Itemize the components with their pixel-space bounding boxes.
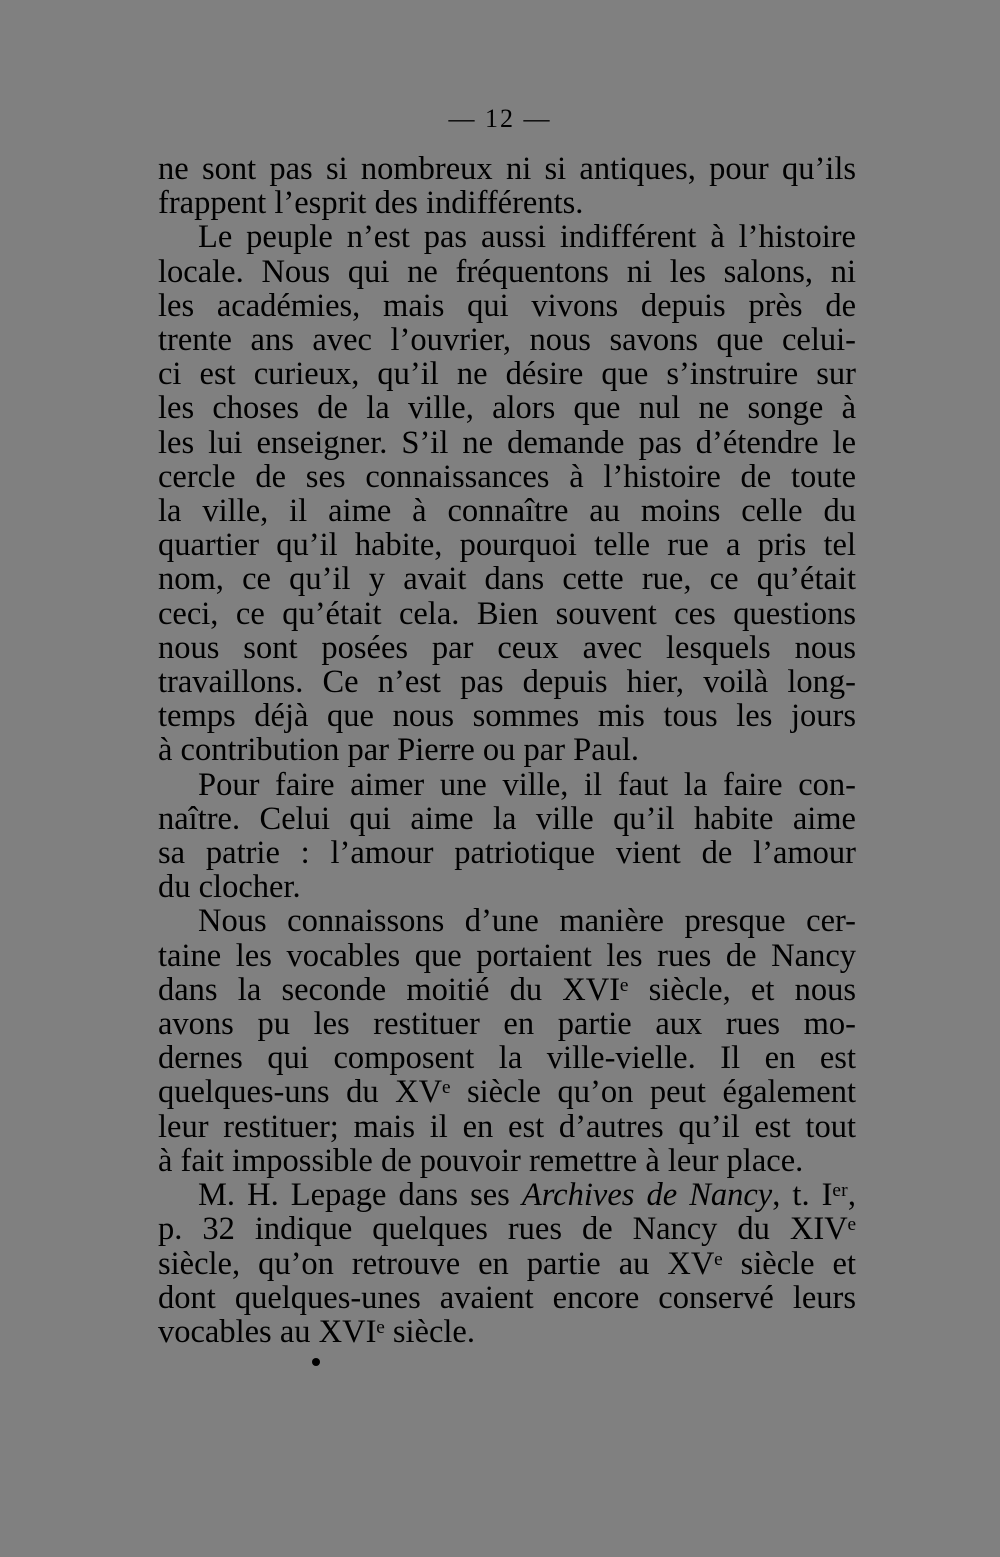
text-line: siècle, qu’on retrouve en partie au XVᵉ siècle et: [158, 1245, 856, 1282]
text-line: sa patrie : l’amour patriotique vient de l’amour: [158, 835, 856, 872]
text-line: locale. Nous qui ne fréquentons ni les salons, ni: [158, 253, 856, 290]
text-line: les lui enseigner. S’il ne demande pas d’étendre le: [158, 424, 856, 461]
book-title: Archives de Nancy: [521, 1177, 773, 1214]
text-line: leur restituer; mais il en est d’autres qu’il est tout: [158, 1108, 856, 1145]
text-line: dans la seconde moitié du XVIᵉ siècle, et nous: [158, 971, 856, 1008]
text-line: quartier qu’il habite, pourquoi telle rue a pris tel: [158, 527, 856, 564]
text-line: Nous connaissons d’une manière presque cer-: [198, 903, 856, 940]
page-number: — 12 —: [448, 104, 552, 133]
text-line: à fait impossible de pouvoir remettre à leur place.: [158, 1142, 804, 1179]
text-line: la ville, il aime à connaître au moins celle du: [158, 493, 856, 530]
text-line: trente ans avec l’ouvrier, nous savons que celui-: [158, 322, 856, 359]
text-line: Le peuple n’est pas aussi indifférent à l’histoire: [198, 219, 856, 256]
text-line: naître. Celui qui aime la ville qu’il habite aime: [158, 800, 856, 837]
text-line: dernes qui composent la ville-vielle. Il en est: [158, 1040, 856, 1077]
text-line: p. 32 indique quelques rues de Nancy du XIVᵉ: [158, 1211, 856, 1248]
text-line: taine les vocables que portaient les rues de Nancy: [158, 937, 856, 974]
text-line: temps déjà que nous sommes mis tous les jours: [158, 698, 856, 735]
text-line: ceci, ce qu’était cela. Bien souvent ces questions: [158, 595, 856, 632]
text-line: dont quelques-unes avaient encore conservé leurs: [158, 1279, 856, 1316]
text-line: à contribution par Pierre ou par Paul.: [158, 732, 640, 769]
text-line: travaillons. Ce n’est pas depuis hier, voilà long-: [158, 664, 856, 701]
text-line: Pour faire aimer une ville, il faut la faire con-: [198, 766, 856, 803]
text-line: vocables au XVIᵉ siècle.: [158, 1313, 475, 1350]
text-line: nous sont posées par ceux avec lesquels nous: [158, 629, 856, 666]
text-line: ci est curieux, qu’il ne désire que s’instruire sur: [158, 356, 856, 393]
text-line: cercle de ses connaissances à l’histoire de toute: [158, 458, 856, 495]
text-line: frappent l’esprit des indifférents.: [158, 185, 584, 222]
text-line: quelques-uns du XVᵉ siècle qu’on peut également: [158, 1074, 856, 1111]
text-line: avons pu les restituer en partie aux rues mo-: [158, 1006, 856, 1043]
text-line: M. H. Lepage dans ses Archives de Nancy, t. Iᵉʳ,: [198, 1177, 856, 1214]
text-line: du clocher.: [158, 869, 301, 906]
body-text: [158, 152, 856, 1349]
text-line: les académies, mais qui vivons depuis près de: [158, 287, 856, 324]
text-line: nom, ce qu’il y avait dans cette rue, ce qu’était: [158, 561, 856, 598]
text-line: les choses de la ville, alors que nul ne songe à: [158, 390, 856, 427]
ink-speck: [312, 1358, 320, 1366]
text-line: ne sont pas si nombreux ni si antiques, pour qu’ils: [158, 151, 856, 187]
